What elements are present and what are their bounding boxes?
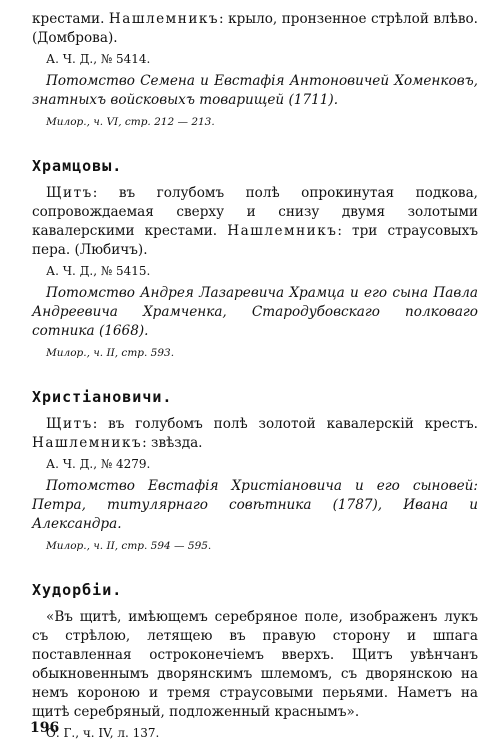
entry-title: Худорбіи. [32,581,123,599]
archive-reference: А. Ч. Д., № 5415. [46,264,151,278]
entry-khudorbii [32,580,478,742]
source-citation: Милор., ч. VI, стр. 212 — 213. [46,116,215,128]
source-citation: Милор., ч. II, стр. 594 — 595. [46,540,212,552]
blazon-quote: «Въ щитѣ, имѣющемъ серебряное поле, изображенъ лукъ съ стрѣлою, летящею въ правую сторону и шпага поставленная остроконечіемъ вверхъ. Щитъ увѣнчанъ обыкновеннымъ дворянскимъ шлемомъ, съ дворянскою на немъ короною и тремя страусовыми перьями. Наметъ на щитѣ серебряный, подложенный краснымъ». [32,609,478,720]
archive-reference: А. Ч. Д., № 5414. [46,52,151,66]
entry-title: Храмцовы. [32,157,123,175]
blazon-text [32,415,478,453]
entry-continuation [32,10,478,130]
crest-label: Нашлемникъ [32,435,143,451]
crest-text: : три страусовыхъ пера. (Любичъ). [32,223,478,258]
blazon-text [32,184,478,260]
shield-label: Щитъ [46,416,93,432]
page-body [32,10,478,742]
source-citation: О. Г., ч. IV, л. 137. [46,726,160,740]
entry-title: Христіановичи. [32,388,173,406]
entry-khristianovichi [32,387,478,554]
shield-text: : въ голубомъ полѣ опрокинутая подкова, сопровождаемая сверху и снизу двумя золотыми кавалерскими крестами. [32,185,478,239]
crest-label: Нашлемникъ [108,11,220,27]
crest-label: Нашлемникъ [227,223,338,239]
lineage-text: Потомство Андрея Лазаревича Храмца и его сына Павла Андреевича Храмченка, Стародубовскаго полковаго сотника (1668). [32,285,478,339]
shield-text: : въ голубомъ полѣ золотой кавалерскій крестъ. [92,416,478,432]
entry-khramtsovy [32,156,478,361]
lineage-text: Потомство Семена и Евстафія Антоновичей Хоменковъ, знатныхъ войсковыхъ товарищей (1711). [32,73,478,108]
crest-text: : звѣзда. [142,435,203,451]
lineage-text: Потомство Евстафія Христіановича и его сыновей: Петра, титулярнаго совѣтника (1787), Ивана и Александра. [32,478,478,532]
page-number: 196 [30,720,60,736]
source-citation: Милор., ч. II, стр. 593. [46,347,175,359]
shield-label: Щитъ [46,185,93,201]
archive-reference: А. Ч. Д., № 4279. [46,457,151,471]
crest-text: : крыло, пронзенное стрѣлой влѣво. (Домброва). [32,11,478,46]
crest-line [32,10,478,48]
text-fragment: крестами. [32,11,105,27]
